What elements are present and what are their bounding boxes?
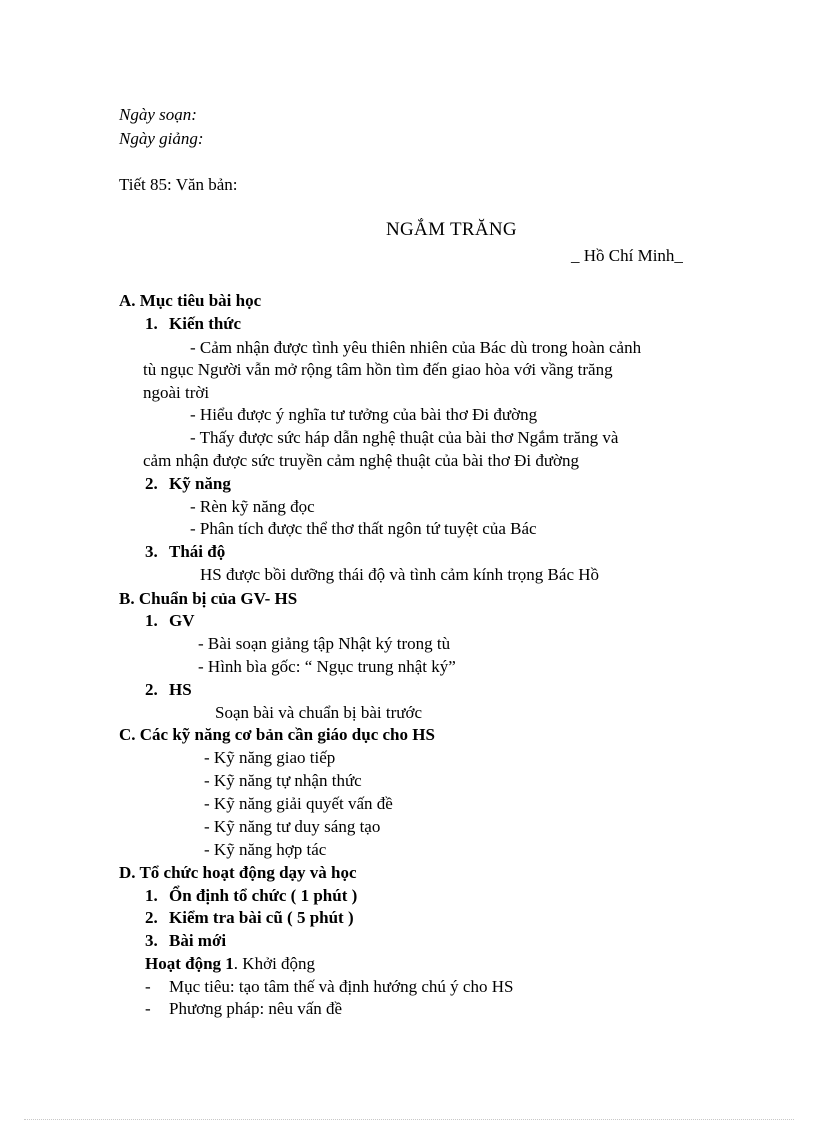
gv-number: 1. [145,611,158,630]
gv-line-1: - Bài soạn giảng tập Nhật ký trong tù [198,634,451,653]
knowledge-line-5: - Thấy được sức háp dẫn nghệ thuật của bài thơ Ngắm trăng và [190,428,619,447]
gv-heading [145,610,195,632]
step-3-text: Bài mới [169,931,227,950]
knowledge-heading [145,313,241,335]
step-2 [145,907,354,929]
section-d-heading: D. Tổ chức hoạt động dạy và học [119,863,357,882]
skill-item: - Kỹ năng giao tiếp [204,748,336,767]
knowledge-line-3: ngoài trời [143,383,210,402]
knowledge-line-6: cảm nhận được sức truyền cảm nghệ thuật của bài thơ Đi đường [143,451,580,470]
method-line [145,998,342,1020]
step-1-number: 1. [145,886,158,905]
knowledge-line-4: - Hiểu được ý nghĩa tư tưởng của bài thơ Đi đường [190,405,538,424]
skills-line-2: - Phân tích được thể thơ thất ngôn tứ tuyệt của Bác [190,519,537,538]
skill-item: - Kỹ năng hợp tác [204,840,327,859]
section-a-heading: A. Mục tiêu bài học [119,291,262,310]
section-c-heading: C. Các kỹ năng cơ bản cần giáo dục cho HS [119,725,435,744]
hs-line-1: Soạn bài và chuẩn bị bài trước [215,703,423,722]
ngay-soan: Ngày soạn: [119,105,197,124]
gv-title: GV [169,611,195,630]
skills-number: 2. [145,474,158,493]
activity-1-rest: . Khởi động [233,954,316,973]
poem-author: _ Hồ Chí Minh_ [571,246,683,265]
hs-title: HS [169,680,192,699]
activity-1-bold: Hoạt động 1 [145,954,234,973]
attitude-heading [145,541,225,563]
page-bottom-divider [24,1119,794,1120]
poem-title: NGẮM TRĂNG [386,219,517,240]
objective-text: Mục tiêu: tạo tâm thế và định hướng chú ý cho HS [169,977,514,996]
skill-item: - Kỹ năng tư duy sáng tạo [204,817,381,836]
method-text: Phương pháp: nêu vấn đề [169,999,343,1018]
skills-line-1: - Rèn kỹ năng đọc [190,497,315,516]
method-dash: - [145,999,151,1018]
activity-1 [145,953,315,975]
skill-item: - Kỹ năng tự nhận thức [204,771,362,790]
section-b-heading: B. Chuẩn bị của GV- HS [119,589,298,608]
knowledge-line-2: tù ngục Người vẫn mở rộng tâm hồn tìm đến giao hòa với vầng trăng [143,360,613,379]
objective-dash: - [145,977,151,996]
step-2-text: Kiểm tra bài cũ ( 5 phút ) [169,908,354,927]
gv-line-2: - Hình bìa gốc: “ Ngục trung nhật ký” [198,657,456,676]
step-1-text: Ổn định tổ chức ( 1 phút ) [169,886,358,905]
lesson-number: Tiết 85: Văn bản: [119,175,238,194]
attitude-title: Thái độ [169,542,226,561]
knowledge-number: 1. [145,314,158,333]
step-3-number: 3. [145,931,158,950]
attitude-line-1: HS được bồi dưỡng thái độ và tình cảm kính trọng Bác Hồ [200,565,600,584]
hs-heading [145,679,192,701]
objective-line [145,976,513,998]
skill-item: - Kỹ năng giải quyết vấn đề [204,794,393,813]
step-3 [145,930,226,952]
attitude-number: 3. [145,542,158,561]
knowledge-line-1: - Cảm nhận được tình yêu thiên nhiên của Bác dù trong hoàn cảnh [190,338,642,357]
skills-heading [145,473,231,495]
knowledge-title: Kiến thức [169,314,242,333]
skills-title: Kỹ năng [169,474,231,493]
step-1 [145,885,357,907]
step-2-number: 2. [145,908,158,927]
ngay-giang: Ngày giảng: [119,129,204,148]
hs-number: 2. [145,680,158,699]
